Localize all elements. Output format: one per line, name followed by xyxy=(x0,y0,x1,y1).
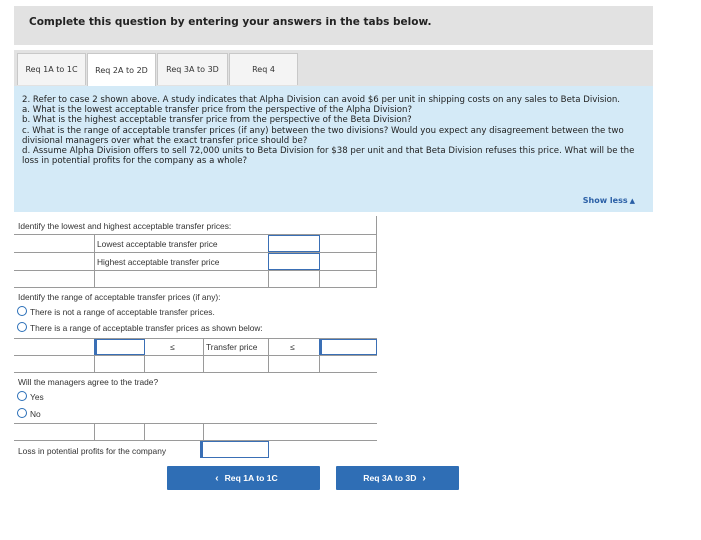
radio-no-range-label: There is not a range of acceptable transfer prices. xyxy=(30,307,215,317)
grid-line xyxy=(376,216,377,270)
instruction-bar xyxy=(14,6,653,45)
grid-line xyxy=(144,355,145,372)
range-heading: Identify the range of acceptable transfer prices (if any): xyxy=(18,292,221,302)
grid-line xyxy=(14,252,377,253)
highest-transfer-price-input[interactable] xyxy=(268,253,320,270)
question-line: c. What is the range of acceptable transfer prices (if any) between the two divisions? Would you expect any disagreement between the two divisional managers over what the exact transfer price should be? xyxy=(22,125,624,146)
grid-line xyxy=(14,440,377,441)
radio-yes[interactable] xyxy=(17,391,27,401)
highest-transfer-price-label: Highest acceptable transfer price xyxy=(97,257,220,267)
question-line: d. Assume Alpha Division offers to sell 72,000 units to Beta Division for $38 per unit and that Beta Division refuses this price. What will be the loss in potential profits for the company as a whole? xyxy=(22,146,635,167)
loss-label: Loss in potential profits for the company xyxy=(18,446,167,456)
grid-line xyxy=(203,423,204,440)
radio-no-label: No xyxy=(30,409,41,419)
grid-line xyxy=(94,423,95,440)
chevron-left-icon: ‹ xyxy=(215,472,219,484)
grid-line xyxy=(268,355,269,372)
grid-line xyxy=(94,270,95,287)
instruction-title: Complete this question by entering your answers in the tabs below. xyxy=(29,16,432,28)
show-less-link[interactable] xyxy=(583,196,635,206)
question-line: 2. Refer to case 2 shown above. A study indicates that Alpha Division can avoid $6 per unit in shipping costs on any sales to Beta Division. xyxy=(22,95,621,105)
radio-no-range[interactable] xyxy=(17,306,27,316)
grid-line xyxy=(14,355,377,356)
agree-heading: Will the managers agree to the trade? xyxy=(18,377,159,387)
lowest-transfer-price-label: Lowest acceptable transfer price xyxy=(97,239,218,249)
tab-strip xyxy=(14,50,653,86)
grid-line xyxy=(268,338,269,355)
prev-req-label: Req 1A to 1C xyxy=(224,473,278,483)
question-line: a. What is the lowest acceptable transfer price from the perspective of the Alpha Division? xyxy=(22,105,413,116)
next-req-button[interactable] xyxy=(336,466,459,490)
grid-line xyxy=(203,355,204,372)
less-equal-symbol: ≤ xyxy=(290,342,295,352)
grid-line xyxy=(14,287,377,288)
grid-line xyxy=(319,355,320,372)
range-low-input[interactable] xyxy=(94,339,145,355)
next-req-label: Req 3A to 3D xyxy=(363,473,417,483)
radio-has-range[interactable] xyxy=(17,322,27,332)
tab-req-2a-to-2d[interactable]: Req 2A to 2D xyxy=(87,53,156,87)
prev-req-button[interactable] xyxy=(167,466,320,490)
range-high-input[interactable] xyxy=(319,339,377,355)
triangle-up-icon: ▲ xyxy=(629,196,635,205)
grid-line xyxy=(144,423,145,440)
tab-req-1a-to-1c[interactable]: Req 1A to 1C xyxy=(17,53,86,85)
grid-line xyxy=(14,234,377,235)
section-lowest-highest-heading: Identify the lowest and highest acceptable transfer prices: xyxy=(18,221,232,231)
radio-no[interactable] xyxy=(17,408,27,418)
less-equal-symbol: ≤ xyxy=(170,342,175,352)
radio-yes-label: Yes xyxy=(30,392,44,402)
tab-req-3a-to-3d[interactable]: Req 3A to 3D xyxy=(157,53,228,85)
question-line: b. What is the highest acceptable transfer price from the perspective of the Beta Division? xyxy=(22,115,412,126)
grid-line xyxy=(94,355,95,372)
grid-line xyxy=(268,270,269,287)
grid-line xyxy=(319,270,320,287)
transfer-price-label: Transfer price xyxy=(206,342,258,352)
question-panel xyxy=(14,86,653,212)
tab-req-4[interactable]: Req 4 xyxy=(229,53,298,85)
grid-line xyxy=(14,423,377,424)
chevron-right-icon: › xyxy=(422,472,426,484)
grid-line xyxy=(94,234,95,270)
lowest-transfer-price-input[interactable] xyxy=(268,235,320,252)
grid-line xyxy=(203,338,204,355)
grid-line xyxy=(14,270,377,271)
grid-line xyxy=(14,372,377,373)
loss-input[interactable] xyxy=(200,441,269,458)
radio-has-range-label: There is a range of acceptable transfer prices as shown below: xyxy=(30,323,263,333)
show-less-label: Show less xyxy=(582,195,628,205)
grid-line xyxy=(376,270,377,287)
